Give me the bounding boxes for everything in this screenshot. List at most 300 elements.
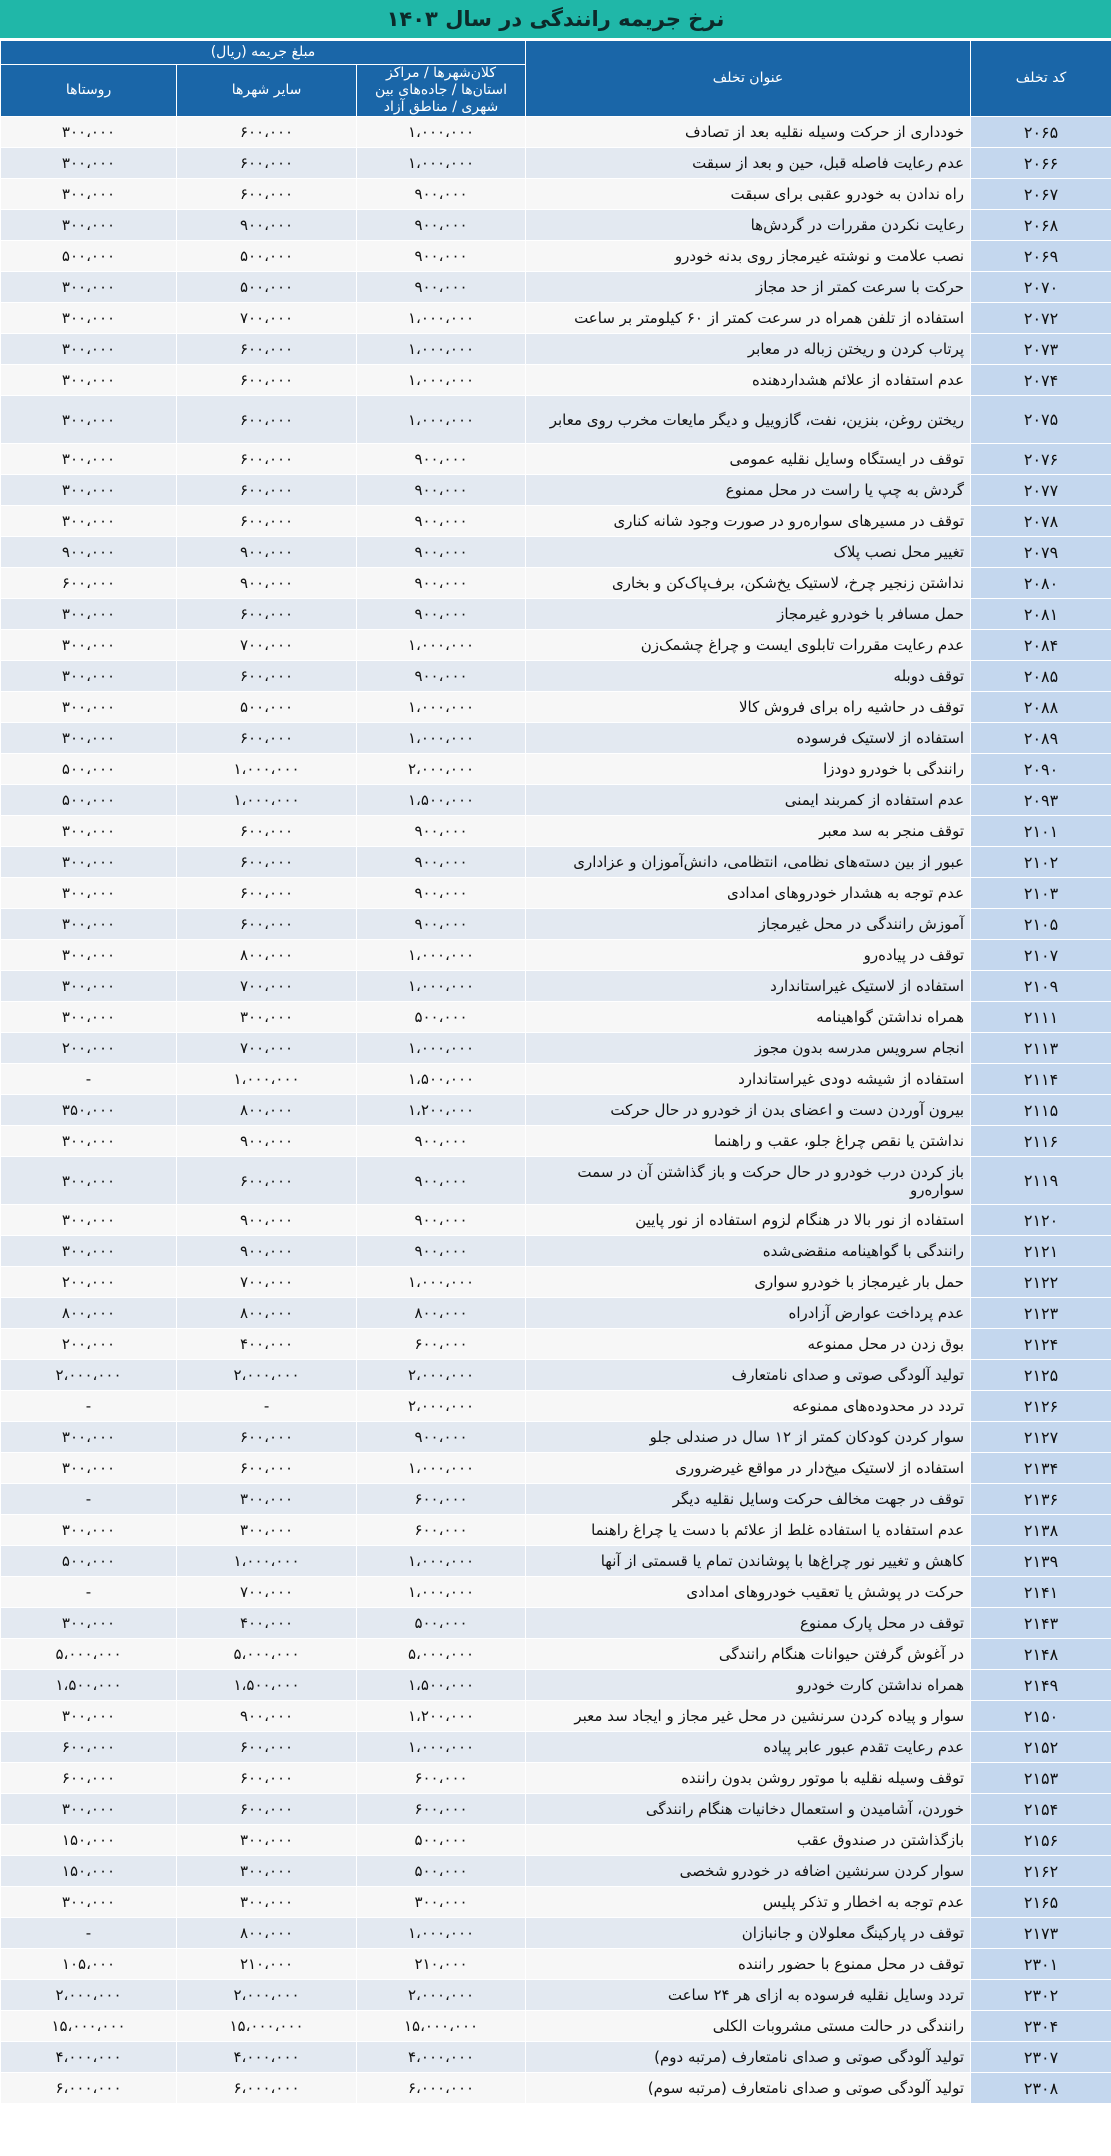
big-cities-amount-cell: ۹۰۰،۰۰۰ [357, 179, 526, 210]
table-row [1, 1484, 1111, 1515]
code-cell: ۲۱۲۰ [971, 1205, 1111, 1236]
table-row [1, 2073, 1111, 2104]
table-row [1, 117, 1111, 148]
table-row [1, 1949, 1111, 1980]
code-cell: ۲۳۰۸ [971, 2073, 1111, 2104]
big-cities-amount-cell: ۱۵،۰۰۰،۰۰۰ [357, 2011, 526, 2042]
other-cities-amount-cell: ۷۰۰،۰۰۰ [177, 1033, 357, 1064]
violation-title-cell: توقف در پیاده‌رو [526, 940, 971, 971]
table-row [1, 272, 1111, 303]
code-cell: ۲۱۰۵ [971, 909, 1111, 940]
other-cities-amount-cell: ۴،۰۰۰،۰۰۰ [177, 2042, 357, 2073]
rural-amount-cell: ۲،۰۰۰،۰۰۰ [1, 1980, 177, 2011]
table-row [1, 1126, 1111, 1157]
violation-title-cell: استفاده از لاستیک میخ‌دار در مواقع غیرضروری [526, 1453, 971, 1484]
rural-amount-cell: ۳۰۰،۰۰۰ [1, 272, 177, 303]
table-row [1, 1236, 1111, 1267]
rural-amount-cell: ۶۰۰،۰۰۰ [1, 1763, 177, 1794]
big-cities-amount-cell: ۵،۰۰۰،۰۰۰ [357, 1639, 526, 1670]
code-cell: ۲۱۲۲ [971, 1267, 1111, 1298]
big-cities-amount-cell: ۱،۰۰۰،۰۰۰ [357, 692, 526, 723]
violation-title-cell: در آغوش گرفتن حیوانات هنگام رانندگی [526, 1639, 971, 1670]
rural-amount-cell: ۳۰۰،۰۰۰ [1, 661, 177, 692]
table-row [1, 1157, 1111, 1205]
table-row [1, 1577, 1111, 1608]
code-cell: ۲۱۳۴ [971, 1453, 1111, 1484]
other-cities-amount-cell: ۷۰۰،۰۰۰ [177, 630, 357, 661]
table-row [1, 754, 1111, 785]
other-cities-amount-cell: ۲،۰۰۰،۰۰۰ [177, 1980, 357, 2011]
code-cell: ۲۱۰۲ [971, 847, 1111, 878]
big-cities-amount-cell: ۹۰۰،۰۰۰ [357, 537, 526, 568]
violation-title-cell: سوار کردن سرنشین اضافه در خودرو شخصی [526, 1856, 971, 1887]
other-cities-amount-cell: ۷۰۰،۰۰۰ [177, 1577, 357, 1608]
big-cities-amount-cell: ۱،۵۰۰،۰۰۰ [357, 1670, 526, 1701]
big-cities-amount-cell: ۱،۰۰۰،۰۰۰ [357, 365, 526, 396]
code-cell: ۲۳۰۴ [971, 2011, 1111, 2042]
violation-title-cell: عبور از بین دسته‌های نظامی، انتظامی، دانش‌آموزان و عزاداری [526, 847, 971, 878]
code-cell: ۲۱۵۳ [971, 1763, 1111, 1794]
big-cities-amount-cell: ۹۰۰،۰۰۰ [357, 847, 526, 878]
rural-amount-cell: ۴،۰۰۰،۰۰۰ [1, 2042, 177, 2073]
other-cities-amount-cell: ۹۰۰،۰۰۰ [177, 1701, 357, 1732]
big-cities-amount-cell: ۹۰۰،۰۰۰ [357, 816, 526, 847]
code-cell: ۲۱۲۵ [971, 1360, 1111, 1391]
code-cell: ۲۱۰۱ [971, 816, 1111, 847]
violation-title-cell: توقف در محل ممنوع با حضور راننده [526, 1949, 971, 1980]
big-cities-amount-cell: ۲،۰۰۰،۰۰۰ [357, 754, 526, 785]
table-row [1, 396, 1111, 444]
violation-title-cell: نداشتن زنجیر چرخ، لاستیک یخ‌شکن، برف‌پاک‌کن و بخاری [526, 568, 971, 599]
big-cities-amount-cell: ۱،۰۰۰،۰۰۰ [357, 1577, 526, 1608]
other-cities-amount-cell: ۳۰۰،۰۰۰ [177, 1002, 357, 1033]
rural-amount-cell: ۱۵۰،۰۰۰ [1, 1825, 177, 1856]
big-cities-amount-cell: ۱،۰۰۰،۰۰۰ [357, 1918, 526, 1949]
other-cities-amount-cell: ۹۰۰،۰۰۰ [177, 210, 357, 241]
big-cities-amount-cell: ۱،۰۰۰،۰۰۰ [357, 396, 526, 444]
rural-amount-cell: ۳۰۰،۰۰۰ [1, 816, 177, 847]
code-cell: ۲۰۹۰ [971, 754, 1111, 785]
rural-amount-cell: ۲۰۰،۰۰۰ [1, 1267, 177, 1298]
header-amount-group: مبلغ جریمه (ریال) [1, 41, 526, 65]
code-cell: ۲۱۴۳ [971, 1608, 1111, 1639]
other-cities-amount-cell: ۹۰۰،۰۰۰ [177, 537, 357, 568]
rural-amount-cell: ۳۰۰،۰۰۰ [1, 1157, 177, 1205]
table-row [1, 692, 1111, 723]
violation-title-cell: کاهش و تغییر نور چراغ‌ها با پوشاندن تمام یا قسمتی از آنها [526, 1546, 971, 1577]
table-row [1, 661, 1111, 692]
violation-title-cell: حمل بار غیرمجاز با خودرو سواری [526, 1267, 971, 1298]
other-cities-amount-cell: ۱،۰۰۰،۰۰۰ [177, 1064, 357, 1095]
header-big-cities: کلان‌شهرها / مراکز استان‌ها / جاده‌های بین شهری / مناطق آزاد [357, 65, 526, 117]
table-row [1, 1701, 1111, 1732]
big-cities-amount-cell: ۹۰۰،۰۰۰ [357, 568, 526, 599]
big-cities-amount-cell: ۵۰۰،۰۰۰ [357, 1825, 526, 1856]
fines-table [0, 40, 1111, 2104]
code-cell: ۲۱۱۶ [971, 1126, 1111, 1157]
code-cell: ۲۰۸۰ [971, 568, 1111, 599]
code-cell: ۲۱۴۹ [971, 1670, 1111, 1701]
other-cities-amount-cell: ۶۰۰،۰۰۰ [177, 444, 357, 475]
big-cities-amount-cell: ۱،۰۰۰،۰۰۰ [357, 334, 526, 365]
violation-title-cell: استفاده از تلفن همراه در سرعت کمتر از ۶۰ کیلومتر بر ساعت [526, 303, 971, 334]
other-cities-amount-cell: ۸۰۰،۰۰۰ [177, 940, 357, 971]
table-row [1, 2011, 1111, 2042]
code-cell: ۲۰۸۱ [971, 599, 1111, 630]
rural-amount-cell: ۱۵۰،۰۰۰ [1, 1856, 177, 1887]
table-row [1, 909, 1111, 940]
header-other-cities: سایر شهرها [177, 65, 357, 117]
rural-amount-cell: ۳۰۰،۰۰۰ [1, 334, 177, 365]
code-cell: ۲۱۷۳ [971, 1918, 1111, 1949]
other-cities-amount-cell: ۱،۰۰۰،۰۰۰ [177, 754, 357, 785]
other-cities-amount-cell: ۱،۰۰۰،۰۰۰ [177, 1546, 357, 1577]
violation-title-cell: بوق زدن در محل ممنوعه [526, 1329, 971, 1360]
violation-title-cell: بازگذاشتن در صندوق عقب [526, 1825, 971, 1856]
big-cities-amount-cell: ۳۰۰،۰۰۰ [357, 1887, 526, 1918]
other-cities-amount-cell: ۹۰۰،۰۰۰ [177, 1126, 357, 1157]
table-row [1, 2042, 1111, 2073]
big-cities-amount-cell: ۲،۰۰۰،۰۰۰ [357, 1980, 526, 2011]
violation-title-cell: تردد وسایل نقلیه فرسوده به ازای هر ۲۴ ساعت [526, 1980, 971, 2011]
other-cities-amount-cell: ۶۰۰،۰۰۰ [177, 334, 357, 365]
rural-amount-cell: ۳۰۰،۰۰۰ [1, 909, 177, 940]
header-code: کد تخلف [971, 41, 1111, 117]
table-row [1, 723, 1111, 754]
rural-amount-cell: ۳۰۰،۰۰۰ [1, 1515, 177, 1546]
code-cell: ۲۰۷۷ [971, 475, 1111, 506]
violation-title-cell: توقف در مسیرهای سواره‌رو در صورت وجود شانه کناری [526, 506, 971, 537]
code-cell: ۲۱۲۱ [971, 1236, 1111, 1267]
rural-amount-cell: ۹۰۰،۰۰۰ [1, 537, 177, 568]
big-cities-amount-cell: ۱،۰۰۰،۰۰۰ [357, 1732, 526, 1763]
big-cities-amount-cell: ۹۰۰،۰۰۰ [357, 909, 526, 940]
rural-amount-cell: ۱۰۵،۰۰۰ [1, 1949, 177, 1980]
code-cell: ۲۰۶۹ [971, 241, 1111, 272]
violation-title-cell: عدم توجه به اخطار و تذکر پلیس [526, 1887, 971, 1918]
violation-title-cell: تولید آلودگی صوتی و صدای نامتعارف [526, 1360, 971, 1391]
big-cities-amount-cell: ۹۰۰،۰۰۰ [357, 506, 526, 537]
rural-amount-cell: ۳۰۰،۰۰۰ [1, 630, 177, 661]
big-cities-amount-cell: ۱،۰۰۰،۰۰۰ [357, 1546, 526, 1577]
big-cities-amount-cell: ۶۰۰،۰۰۰ [357, 1484, 526, 1515]
big-cities-amount-cell: ۱،۰۰۰،۰۰۰ [357, 303, 526, 334]
table-row [1, 1515, 1111, 1546]
violation-title-cell: حرکت در پوشش یا تعقیب خودروهای امدادی [526, 1577, 971, 1608]
big-cities-amount-cell: ۲۱۰،۰۰۰ [357, 1949, 526, 1980]
code-cell: ۲۰۷۵ [971, 396, 1111, 444]
rural-amount-cell: ۳۰۰،۰۰۰ [1, 1794, 177, 1825]
table-row [1, 1298, 1111, 1329]
big-cities-amount-cell: ۹۰۰،۰۰۰ [357, 1157, 526, 1205]
other-cities-amount-cell: ۵۰۰،۰۰۰ [177, 692, 357, 723]
rural-amount-cell: ۶۰۰،۰۰۰ [1, 568, 177, 599]
other-cities-amount-cell: ۴۰۰،۰۰۰ [177, 1329, 357, 1360]
code-cell: ۲۱۶۵ [971, 1887, 1111, 1918]
code-cell: ۲۰۶۷ [971, 179, 1111, 210]
other-cities-amount-cell: ۶۰۰،۰۰۰ [177, 396, 357, 444]
code-cell: ۲۱۵۰ [971, 1701, 1111, 1732]
rural-amount-cell: ۶۰۰،۰۰۰ [1, 1732, 177, 1763]
other-cities-amount-cell: ۳۰۰،۰۰۰ [177, 1515, 357, 1546]
violation-title-cell: سوار و پیاده کردن سرنشین در محل غیر مجاز و ایجاد سد معبر [526, 1701, 971, 1732]
table-row [1, 847, 1111, 878]
other-cities-amount-cell: ۴۰۰،۰۰۰ [177, 1608, 357, 1639]
table-row [1, 1064, 1111, 1095]
table-row [1, 599, 1111, 630]
table-row [1, 1825, 1111, 1856]
rural-amount-cell: ۳۰۰،۰۰۰ [1, 1126, 177, 1157]
other-cities-amount-cell: ۳۰۰،۰۰۰ [177, 1856, 357, 1887]
big-cities-amount-cell: ۱،۰۰۰،۰۰۰ [357, 971, 526, 1002]
other-cities-amount-cell: ۶۰۰،۰۰۰ [177, 365, 357, 396]
code-cell: ۲۱۰۷ [971, 940, 1111, 971]
table-row [1, 1033, 1111, 1064]
table-row [1, 630, 1111, 661]
rural-amount-cell: - [1, 1484, 177, 1515]
rural-amount-cell: ۳۰۰،۰۰۰ [1, 506, 177, 537]
rural-amount-cell: ۲،۰۰۰،۰۰۰ [1, 1360, 177, 1391]
table-row [1, 1887, 1111, 1918]
big-cities-amount-cell: ۲،۰۰۰،۰۰۰ [357, 1360, 526, 1391]
big-cities-amount-cell: ۹۰۰،۰۰۰ [357, 444, 526, 475]
violation-title-cell: استفاده از شیشه دودی غیراستاندارد [526, 1064, 971, 1095]
other-cities-amount-cell: ۳۰۰،۰۰۰ [177, 1825, 357, 1856]
other-cities-amount-cell: ۷۰۰،۰۰۰ [177, 971, 357, 1002]
violation-title-cell: عدم پرداخت عوارض آزادراه [526, 1298, 971, 1329]
table-row [1, 816, 1111, 847]
code-cell: ۲۱۱۱ [971, 1002, 1111, 1033]
violation-title-cell: نداشتن یا نقص چراغ جلو، عقب و راهنما [526, 1126, 971, 1157]
table-row [1, 1608, 1111, 1639]
table-row [1, 1422, 1111, 1453]
table-row [1, 537, 1111, 568]
table-row [1, 210, 1111, 241]
violation-title-cell: توقف در ایستگاه وسایل نقلیه عمومی [526, 444, 971, 475]
table-header [1, 41, 1111, 117]
violation-title-cell: نصب علامت و نوشته غیرمجاز روی بدنه خودرو [526, 241, 971, 272]
big-cities-amount-cell: ۲،۰۰۰،۰۰۰ [357, 1391, 526, 1422]
rural-amount-cell: ۳۰۰،۰۰۰ [1, 847, 177, 878]
violation-title-cell: رانندگی با خودرو دودزا [526, 754, 971, 785]
big-cities-amount-cell: ۱،۲۰۰،۰۰۰ [357, 1701, 526, 1732]
other-cities-amount-cell: ۵،۰۰۰،۰۰۰ [177, 1639, 357, 1670]
table-row [1, 971, 1111, 1002]
table-row [1, 1763, 1111, 1794]
table-row [1, 179, 1111, 210]
code-cell: ۲۱۴۸ [971, 1639, 1111, 1670]
rural-amount-cell: ۱،۵۰۰،۰۰۰ [1, 1670, 177, 1701]
rural-amount-cell: ۵۰۰،۰۰۰ [1, 785, 177, 816]
code-cell: ۲۱۵۶ [971, 1825, 1111, 1856]
code-cell: ۲۰۷۹ [971, 537, 1111, 568]
page-title: نرخ جریمه رانندگی در سال ۱۴۰۳ [0, 0, 1111, 40]
table-row [1, 1918, 1111, 1949]
big-cities-amount-cell: ۹۰۰،۰۰۰ [357, 1236, 526, 1267]
big-cities-amount-cell: ۹۰۰،۰۰۰ [357, 878, 526, 909]
code-cell: ۲۱۲۴ [971, 1329, 1111, 1360]
violation-title-cell: باز کردن درب خودرو در حال حرکت و باز گذاشتن آن در سمت سواره‌رو [526, 1157, 971, 1205]
other-cities-amount-cell: ۷۰۰،۰۰۰ [177, 303, 357, 334]
code-cell: ۲۱۱۴ [971, 1064, 1111, 1095]
big-cities-amount-cell: ۱،۵۰۰،۰۰۰ [357, 785, 526, 816]
rural-amount-cell: - [1, 1391, 177, 1422]
code-cell: ۲۱۳۶ [971, 1484, 1111, 1515]
code-cell: ۲۰۷۶ [971, 444, 1111, 475]
big-cities-amount-cell: ۶۰۰،۰۰۰ [357, 1329, 526, 1360]
violation-title-cell: تولید آلودگی صوتی و صدای نامتعارف (مرتبه دوم) [526, 2042, 971, 2073]
other-cities-amount-cell: ۶۰۰،۰۰۰ [177, 506, 357, 537]
code-cell: ۲۰۷۸ [971, 506, 1111, 537]
other-cities-amount-cell: ۸۰۰،۰۰۰ [177, 1298, 357, 1329]
rural-amount-cell: ۳۰۰،۰۰۰ [1, 1422, 177, 1453]
table-row [1, 878, 1111, 909]
table-row [1, 303, 1111, 334]
other-cities-amount-cell: ۳۰۰،۰۰۰ [177, 1887, 357, 1918]
code-cell: ۲۰۶۸ [971, 210, 1111, 241]
big-cities-amount-cell: ۶۰۰،۰۰۰ [357, 1794, 526, 1825]
rural-amount-cell: ۲۰۰،۰۰۰ [1, 1033, 177, 1064]
violation-title-cell: انجام سرویس مدرسه بدون مجوز [526, 1033, 971, 1064]
table-row [1, 1794, 1111, 1825]
table-row [1, 1732, 1111, 1763]
rural-amount-cell: ۳۰۰،۰۰۰ [1, 117, 177, 148]
rural-amount-cell: ۳۰۰،۰۰۰ [1, 475, 177, 506]
rural-amount-cell: ۳۰۰،۰۰۰ [1, 940, 177, 971]
other-cities-amount-cell: ۸۰۰،۰۰۰ [177, 1918, 357, 1949]
big-cities-amount-cell: ۹۰۰،۰۰۰ [357, 1205, 526, 1236]
violation-title-cell: حرکت با سرعت کمتر از حد مجاز [526, 272, 971, 303]
table-row [1, 940, 1111, 971]
rural-amount-cell: ۳۰۰،۰۰۰ [1, 303, 177, 334]
big-cities-amount-cell: ۹۰۰،۰۰۰ [357, 1126, 526, 1157]
rural-amount-cell: ۸۰۰،۰۰۰ [1, 1298, 177, 1329]
violation-title-cell: عدم استفاده از علائم هشداردهنده [526, 365, 971, 396]
other-cities-amount-cell: ۵۰۰،۰۰۰ [177, 241, 357, 272]
code-cell: ۲۰۷۴ [971, 365, 1111, 396]
big-cities-amount-cell: ۱،۰۰۰،۰۰۰ [357, 1033, 526, 1064]
table-row [1, 334, 1111, 365]
rural-amount-cell: ۳۰۰،۰۰۰ [1, 692, 177, 723]
violation-title-cell: رانندگی در حالت مستی مشروبات الکلی [526, 2011, 971, 2042]
violation-title-cell: گردش به چپ یا راست در محل ممنوع [526, 475, 971, 506]
table-row [1, 506, 1111, 537]
rural-amount-cell: ۵۰۰،۰۰۰ [1, 241, 177, 272]
rural-amount-cell: ۵،۰۰۰،۰۰۰ [1, 1639, 177, 1670]
big-cities-amount-cell: ۹۰۰،۰۰۰ [357, 210, 526, 241]
other-cities-amount-cell: ۸۰۰،۰۰۰ [177, 1095, 357, 1126]
code-cell: ۲۱۱۳ [971, 1033, 1111, 1064]
rural-amount-cell: ۳۵۰،۰۰۰ [1, 1095, 177, 1126]
violation-title-cell: عدم توجه به هشدار خودروهای امدادی [526, 878, 971, 909]
table-row [1, 1453, 1111, 1484]
other-cities-amount-cell: ۶۰۰،۰۰۰ [177, 1763, 357, 1794]
violation-title-cell: توقف در محل پارک ممنوع [526, 1608, 971, 1639]
rural-amount-cell: ۶،۰۰۰،۰۰۰ [1, 2073, 177, 2104]
rural-amount-cell: ۳۰۰،۰۰۰ [1, 1002, 177, 1033]
other-cities-amount-cell: ۶،۰۰۰،۰۰۰ [177, 2073, 357, 2104]
table-row [1, 148, 1111, 179]
big-cities-amount-cell: ۱،۰۰۰،۰۰۰ [357, 723, 526, 754]
table-row [1, 1360, 1111, 1391]
header-violation: عنوان تخلف [526, 41, 971, 117]
other-cities-amount-cell: ۶۰۰،۰۰۰ [177, 1453, 357, 1484]
big-cities-amount-cell: ۵۰۰،۰۰۰ [357, 1856, 526, 1887]
other-cities-amount-cell: ۱،۰۰۰،۰۰۰ [177, 785, 357, 816]
code-cell: ۲۳۰۷ [971, 2042, 1111, 2073]
table-row [1, 1856, 1111, 1887]
violation-title-cell: عدم رعایت مقررات تابلوی ایست و چراغ چشمک‌زن [526, 630, 971, 661]
other-cities-amount-cell: ۶۰۰،۰۰۰ [177, 661, 357, 692]
big-cities-amount-cell: ۱،۰۰۰،۰۰۰ [357, 940, 526, 971]
violation-title-cell: توقف در حاشیه راه برای فروش کالا [526, 692, 971, 723]
code-cell: ۲۰۷۳ [971, 334, 1111, 365]
code-cell: ۲۱۱۵ [971, 1095, 1111, 1126]
rural-amount-cell: ۳۰۰،۰۰۰ [1, 396, 177, 444]
table-row [1, 1546, 1111, 1577]
code-cell: ۲۰۷۲ [971, 303, 1111, 334]
table-row [1, 1639, 1111, 1670]
table-row [1, 1002, 1111, 1033]
other-cities-amount-cell: ۲۱۰،۰۰۰ [177, 1949, 357, 1980]
violation-title-cell: رانندگی با گواهینامه منقضی‌شده [526, 1236, 971, 1267]
table-row [1, 1329, 1111, 1360]
big-cities-amount-cell: ۱،۰۰۰،۰۰۰ [357, 1453, 526, 1484]
code-cell: ۲۱۲۶ [971, 1391, 1111, 1422]
big-cities-amount-cell: ۹۰۰،۰۰۰ [357, 1422, 526, 1453]
rural-amount-cell: - [1, 1918, 177, 1949]
rural-amount-cell: ۳۰۰،۰۰۰ [1, 1236, 177, 1267]
table-row [1, 475, 1111, 506]
violation-title-cell: استفاده از لاستیک فرسوده [526, 723, 971, 754]
other-cities-amount-cell: ۱۵،۰۰۰،۰۰۰ [177, 2011, 357, 2042]
other-cities-amount-cell: ۱،۵۰۰،۰۰۰ [177, 1670, 357, 1701]
other-cities-amount-cell: ۵۰۰،۰۰۰ [177, 272, 357, 303]
big-cities-amount-cell: ۱،۰۰۰،۰۰۰ [357, 148, 526, 179]
code-cell: ۲۰۶۵ [971, 117, 1111, 148]
rural-amount-cell: ۳۰۰،۰۰۰ [1, 1887, 177, 1918]
violation-title-cell: توقف وسیله نقلیه با موتور روشن بدون راننده [526, 1763, 971, 1794]
violation-title-cell: خودداری از حرکت وسیله نقلیه بعد از تصادف [526, 117, 971, 148]
violation-title-cell: بیرون آوردن دست و اعضای بدن از خودرو در حال حرکت [526, 1095, 971, 1126]
rural-amount-cell: ۳۰۰،۰۰۰ [1, 148, 177, 179]
table-row [1, 444, 1111, 475]
table-row [1, 568, 1111, 599]
big-cities-amount-cell: ۶۰۰،۰۰۰ [357, 1515, 526, 1546]
rural-amount-cell: ۳۰۰،۰۰۰ [1, 1701, 177, 1732]
other-cities-amount-cell: ۳۰۰،۰۰۰ [177, 1484, 357, 1515]
big-cities-amount-cell: ۹۰۰،۰۰۰ [357, 599, 526, 630]
table-row [1, 1205, 1111, 1236]
violation-title-cell: سوار کردن کودکان کمتر از ۱۲ سال در صندلی جلو [526, 1422, 971, 1453]
other-cities-amount-cell: ۶۰۰،۰۰۰ [177, 1422, 357, 1453]
violation-title-cell: همراه نداشتن کارت خودرو [526, 1670, 971, 1701]
violation-title-cell: تردد در محدوده‌های ممنوعه [526, 1391, 971, 1422]
code-cell: ۲۱۲۳ [971, 1298, 1111, 1329]
violation-title-cell: استفاده از نور بالا در هنگام لزوم استفاده از نور پایین [526, 1205, 971, 1236]
big-cities-amount-cell: ۹۰۰،۰۰۰ [357, 661, 526, 692]
other-cities-amount-cell: ۹۰۰،۰۰۰ [177, 1205, 357, 1236]
table-row [1, 1980, 1111, 2011]
violation-title-cell: تولید آلودگی صوتی و صدای نامتعارف (مرتبه سوم) [526, 2073, 971, 2104]
other-cities-amount-cell: ۶۰۰،۰۰۰ [177, 847, 357, 878]
violation-title-cell: عدم استفاده از کمربند ایمنی [526, 785, 971, 816]
other-cities-amount-cell: ۶۰۰،۰۰۰ [177, 599, 357, 630]
violation-title-cell: راه ندادن به خودرو عقبی برای سبقت [526, 179, 971, 210]
code-cell: ۲۱۱۹ [971, 1157, 1111, 1205]
other-cities-amount-cell: ۶۰۰،۰۰۰ [177, 723, 357, 754]
violation-title-cell: همراه نداشتن گواهینامه [526, 1002, 971, 1033]
